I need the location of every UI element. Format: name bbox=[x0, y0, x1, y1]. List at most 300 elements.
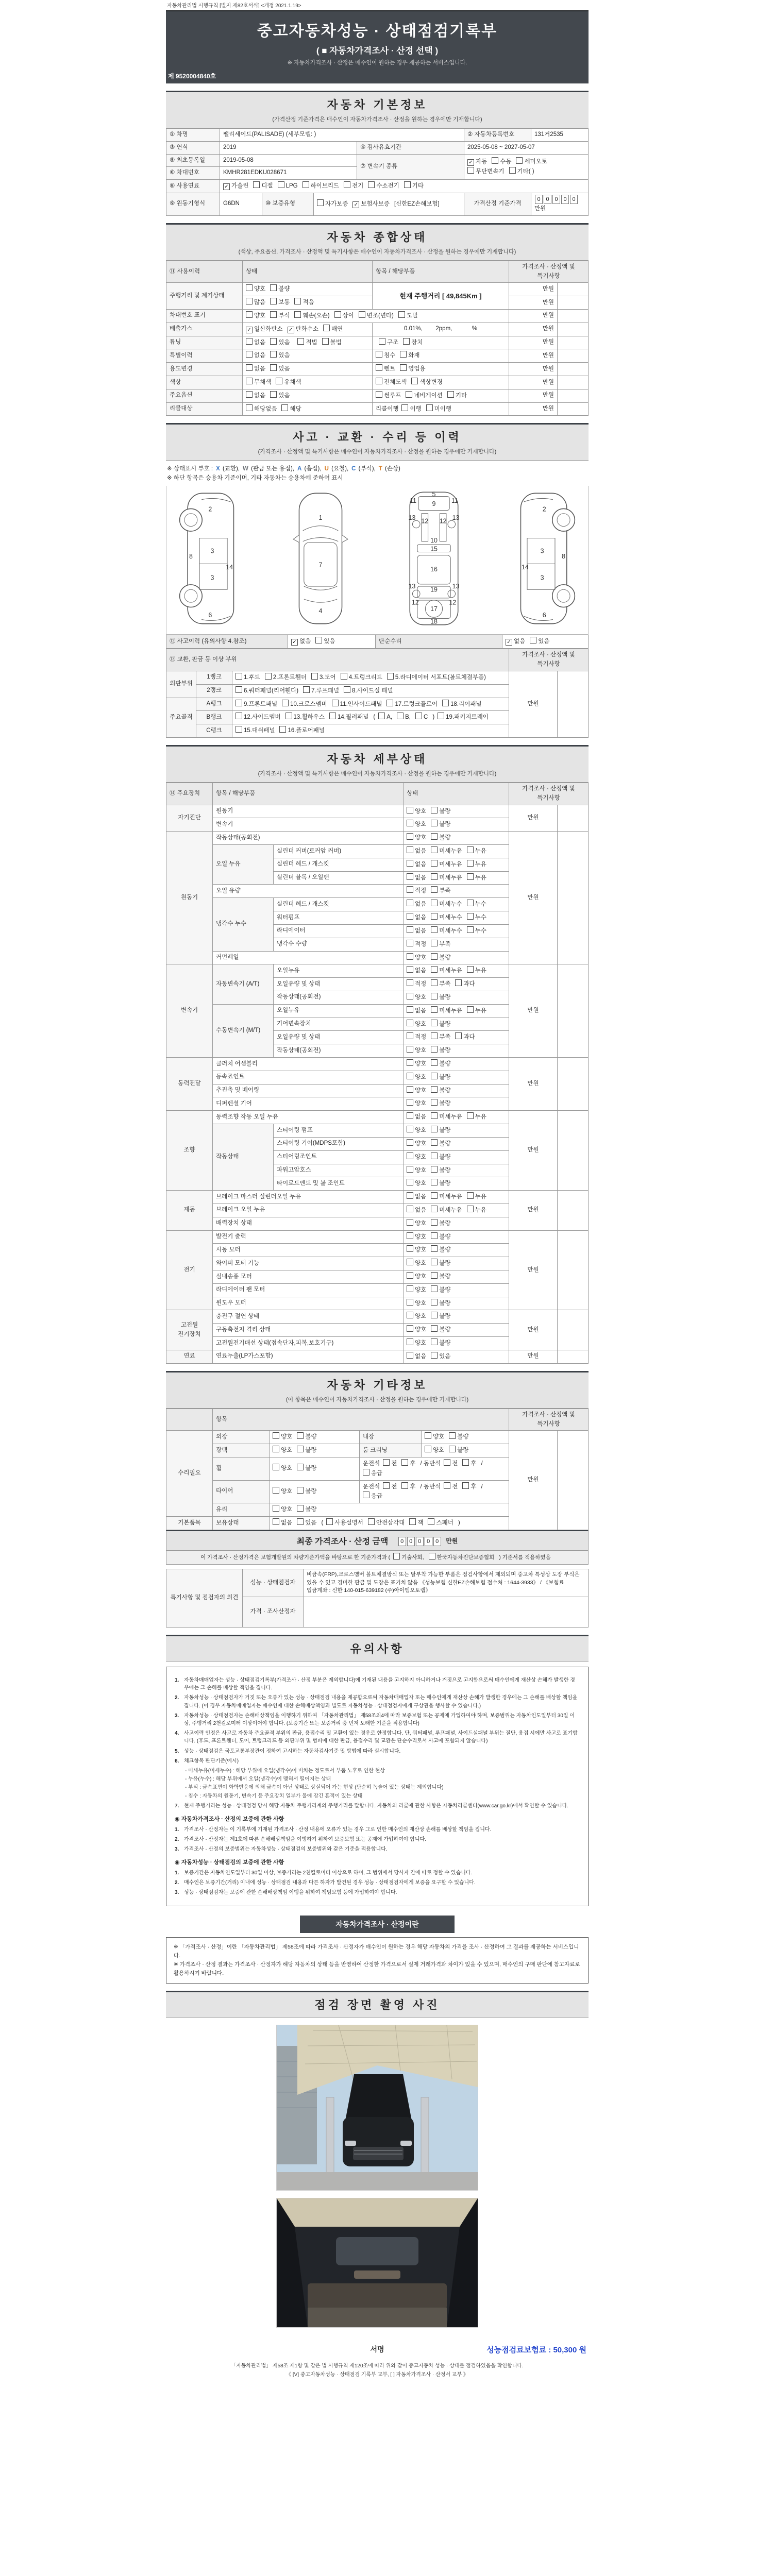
checkbox-도말[interactable] bbox=[398, 311, 418, 321]
checkbox-없음[interactable] bbox=[407, 846, 426, 856]
checkbox-무채색[interactable] bbox=[246, 378, 271, 387]
empty-checkbox-icon bbox=[407, 1073, 413, 1079]
checkbox-불량[interactable] bbox=[431, 953, 450, 963]
checkbox-양호[interactable] bbox=[246, 284, 265, 294]
checkbox-불량[interactable] bbox=[431, 1099, 450, 1109]
checkbox-불량[interactable] bbox=[431, 1179, 450, 1189]
checkbox-미세누수[interactable] bbox=[431, 900, 462, 909]
checkbox-기술사회,[interactable] bbox=[393, 1553, 424, 1561]
checkbox-없음[interactable] bbox=[407, 1112, 426, 1122]
checkbox-적정[interactable] bbox=[407, 1032, 426, 1042]
car-diagram-right-side bbox=[500, 489, 583, 628]
panel-rank-table bbox=[166, 649, 589, 738]
checkbox-없음[interactable] bbox=[273, 1518, 292, 1528]
empty-checkbox-icon bbox=[431, 926, 438, 933]
checkbox-적정[interactable] bbox=[407, 940, 426, 950]
rank-1: 1랭크 bbox=[196, 671, 232, 684]
checkbox-17.트렁크플로어[interactable] bbox=[386, 700, 438, 709]
checkbox-적법[interactable] bbox=[297, 338, 317, 348]
cell: 만원 bbox=[509, 1191, 557, 1230]
cell bbox=[557, 1310, 588, 1350]
panel-number-13: 13 bbox=[452, 583, 460, 590]
checkbox-양호[interactable] bbox=[407, 1325, 426, 1335]
checkbox-구조[interactable] bbox=[379, 338, 398, 348]
cell bbox=[232, 684, 509, 698]
checkbox-양호[interactable] bbox=[407, 820, 426, 829]
checkbox-없음[interactable] bbox=[407, 913, 426, 923]
checkbox-없음[interactable] bbox=[246, 351, 265, 361]
checkbox-불량[interactable] bbox=[449, 1432, 468, 1442]
checkbox-없음[interactable] bbox=[407, 1206, 426, 1215]
checkbox-15.대쉬패널[interactable] bbox=[236, 726, 275, 736]
checkbox-양호[interactable] bbox=[425, 1432, 444, 1442]
cell bbox=[270, 1444, 360, 1458]
checkbox-불량[interactable] bbox=[431, 1126, 450, 1136]
checkbox-적정[interactable] bbox=[407, 886, 426, 896]
checkbox-양호[interactable] bbox=[273, 1464, 292, 1473]
checkbox-있음[interactable] bbox=[270, 338, 290, 348]
checkbox-누유[interactable] bbox=[467, 846, 486, 856]
checkbox-불량[interactable] bbox=[431, 993, 450, 1003]
checkbox-불량[interactable] bbox=[431, 1046, 450, 1056]
checkbox-누유[interactable] bbox=[467, 1206, 486, 1215]
checkbox-없음[interactable] bbox=[407, 1192, 426, 1202]
checkbox-양호[interactable] bbox=[273, 1487, 292, 1497]
checkbox-불량[interactable] bbox=[297, 1505, 316, 1515]
signature-row bbox=[166, 2344, 589, 2362]
checkbox-침수[interactable] bbox=[376, 351, 395, 361]
checkbox-불량[interactable] bbox=[297, 1446, 316, 1455]
checkbox-과다[interactable] bbox=[455, 979, 475, 989]
checkbox-양호[interactable] bbox=[407, 1086, 426, 1096]
checkbox-기타[interactable] bbox=[404, 181, 424, 191]
checkbox-불량[interactable] bbox=[431, 1059, 450, 1069]
checkbox-과다[interactable] bbox=[455, 1032, 475, 1042]
checkbox-양호[interactable] bbox=[407, 1139, 426, 1149]
checked-checkbox-icon: ✓ bbox=[291, 639, 298, 646]
checkbox-미세누수[interactable] bbox=[431, 926, 462, 936]
checkbox-누유[interactable] bbox=[467, 1192, 486, 1202]
checkbox-양호[interactable] bbox=[407, 1232, 426, 1242]
checkbox-디젤[interactable] bbox=[253, 181, 273, 191]
checkbox-label: 18.리어패널 bbox=[450, 701, 482, 707]
section-photos bbox=[166, 1991, 589, 2018]
checkbox-양호[interactable] bbox=[407, 1312, 426, 1321]
checkbox-label: 3.도어 bbox=[319, 674, 336, 681]
checkbox-미세누수[interactable] bbox=[431, 913, 462, 923]
notice-item-number: 1. bbox=[175, 1677, 179, 1684]
checkbox-B,[interactable] bbox=[397, 713, 411, 722]
checkbox-label: 과다 bbox=[463, 1034, 475, 1041]
row-options: 주요옵션 bbox=[166, 389, 243, 402]
checkbox-불량[interactable] bbox=[431, 1139, 450, 1149]
checkbox-탄화수소[interactable] bbox=[288, 325, 318, 334]
checkbox-양호[interactable] bbox=[407, 953, 426, 963]
checkbox-네비게이션[interactable] bbox=[406, 391, 443, 401]
checkbox-7.루프패널[interactable] bbox=[303, 686, 339, 696]
checkbox-자가보증[interactable] bbox=[317, 199, 348, 209]
checkbox-색상변경[interactable] bbox=[411, 378, 442, 387]
checkbox-13.휠하우스[interactable] bbox=[285, 713, 325, 722]
checkbox-보험사보증[interactable] bbox=[352, 200, 390, 209]
checkbox-없음[interactable] bbox=[407, 873, 426, 883]
checkbox-양호[interactable] bbox=[407, 1059, 426, 1069]
checkbox-불량[interactable] bbox=[431, 1338, 450, 1348]
checkbox-label: 없음 bbox=[415, 914, 427, 921]
cell: 디퍼렌셜 기어 bbox=[213, 1097, 404, 1111]
checkbox-썬루프[interactable] bbox=[376, 391, 401, 401]
checkbox-미이행[interactable] bbox=[426, 404, 451, 414]
checkbox-LPG[interactable] bbox=[278, 181, 298, 191]
checkbox-적정[interactable] bbox=[407, 979, 426, 989]
checkbox-후[interactable] bbox=[462, 1482, 476, 1492]
checkbox-미세누유[interactable] bbox=[431, 966, 462, 976]
empty-checkbox-icon bbox=[407, 900, 413, 906]
checkbox-A,[interactable] bbox=[378, 713, 392, 722]
checkbox-18.리어패널[interactable] bbox=[442, 700, 481, 709]
checkbox-불량[interactable] bbox=[431, 820, 450, 829]
checkbox-양호[interactable] bbox=[407, 1126, 426, 1136]
checkbox-양호[interactable] bbox=[407, 1166, 426, 1176]
checkbox-label: 미세누수 bbox=[439, 927, 462, 934]
checkbox-6.쿼터패널(리어휀다)[interactable] bbox=[236, 686, 298, 696]
cell bbox=[404, 991, 509, 1004]
checkbox-불량[interactable] bbox=[431, 1166, 450, 1176]
checkbox-label: 부족 bbox=[439, 941, 451, 947]
checkbox-8.사이드실 패널[interactable] bbox=[344, 686, 393, 696]
checkbox-16.플로어패널[interactable] bbox=[279, 726, 325, 736]
empty-checkbox-icon bbox=[407, 1272, 413, 1279]
empty-checkbox-icon bbox=[431, 1086, 438, 1093]
inline-text: 이 가격조사 · 산정가격은 보험개발원의 차량기준가액을 바탕으로 한 기준가격과 ( bbox=[200, 1554, 391, 1561]
checkbox-한국자동차진단보증협회[interactable] bbox=[429, 1553, 495, 1561]
checkbox-없음[interactable] bbox=[407, 900, 426, 909]
signature-label[interactable]: 서명 bbox=[370, 2345, 384, 2353]
checkbox-훼손(오손)[interactable] bbox=[294, 311, 329, 321]
checkbox-9.프론트패널[interactable] bbox=[236, 700, 277, 709]
checkbox-양호[interactable] bbox=[246, 311, 265, 321]
empty-checkbox-icon bbox=[467, 1112, 474, 1119]
checkbox-미세누유[interactable] bbox=[431, 1112, 462, 1122]
checkbox-label: 불량 bbox=[439, 1140, 451, 1147]
checkbox-해당없음[interactable] bbox=[246, 404, 277, 414]
cell: 윈도우 모터 bbox=[213, 1297, 404, 1310]
checkbox-후[interactable] bbox=[462, 1459, 476, 1469]
checkbox-있음[interactable] bbox=[315, 637, 335, 647]
checkbox-전[interactable] bbox=[444, 1459, 458, 1469]
checkbox-5.라디에이터 서포트(볼트체결부품)[interactable] bbox=[387, 673, 486, 683]
checkbox-양호[interactable] bbox=[407, 1338, 426, 1348]
checkbox-양호[interactable] bbox=[407, 1046, 426, 1056]
checkbox-불량[interactable] bbox=[297, 1487, 316, 1497]
checkbox-label: 있음 bbox=[278, 352, 290, 359]
checkbox-미세누유[interactable] bbox=[431, 873, 462, 883]
cell bbox=[243, 349, 373, 363]
empty-checkbox-icon bbox=[431, 940, 438, 946]
checkbox-누수[interactable] bbox=[467, 926, 486, 936]
checkbox-누유[interactable] bbox=[467, 860, 486, 870]
checkbox-무단변속기[interactable] bbox=[467, 167, 505, 177]
checkbox-누유[interactable] bbox=[467, 1006, 486, 1016]
checkbox-영업용[interactable] bbox=[400, 364, 425, 374]
cell bbox=[404, 1004, 509, 1018]
checkbox-양호[interactable] bbox=[407, 807, 426, 817]
checkbox-불량[interactable] bbox=[431, 1285, 450, 1295]
label-accident-history: ⑫ 사고이력 (유의사항 4.참조) bbox=[166, 635, 288, 649]
checkbox-일산화탄소[interactable] bbox=[246, 325, 283, 334]
checkbox-양호[interactable] bbox=[407, 1153, 426, 1162]
table-row bbox=[166, 323, 589, 336]
checkbox-label: 전기 bbox=[352, 183, 364, 190]
checkbox-없음[interactable] bbox=[291, 637, 311, 647]
empty-checkbox-icon bbox=[431, 1179, 438, 1185]
checkbox-있음[interactable] bbox=[530, 637, 549, 647]
checkbox-양호[interactable] bbox=[273, 1446, 292, 1455]
checkbox-불량[interactable] bbox=[431, 1325, 450, 1335]
checkbox-불량[interactable] bbox=[431, 1299, 450, 1309]
checkbox-불량[interactable] bbox=[431, 1232, 450, 1242]
checkbox-후[interactable] bbox=[401, 1459, 415, 1469]
checkbox-없음[interactable] bbox=[407, 860, 426, 870]
checkbox-변조(변타)[interactable] bbox=[359, 311, 394, 321]
checkbox-장치[interactable] bbox=[403, 338, 423, 348]
checkbox-label: 9.프론트패널 bbox=[244, 701, 278, 707]
checkbox-없음[interactable] bbox=[407, 1006, 426, 1016]
document-title: 중고자동차성능 · 상태점검기록부 bbox=[257, 23, 498, 40]
checkbox-불량[interactable] bbox=[431, 1219, 450, 1229]
checkbox-세미오토[interactable] bbox=[516, 157, 547, 167]
checkbox-불량[interactable] bbox=[431, 1259, 450, 1268]
checkbox-부식[interactable] bbox=[270, 311, 290, 321]
checkbox-사용설명서[interactable] bbox=[326, 1518, 363, 1528]
label-reg-no: ② 자동차등록번호 bbox=[464, 129, 531, 142]
checkbox-매연[interactable] bbox=[323, 325, 343, 334]
checkbox-많음[interactable] bbox=[246, 298, 265, 308]
checkbox-양호[interactable] bbox=[407, 1272, 426, 1282]
checkbox-있음[interactable] bbox=[270, 351, 290, 361]
col-price-note: 가격조사 · 산정액 및 특기사항 bbox=[509, 783, 588, 805]
checkbox-하이브리드[interactable] bbox=[303, 181, 340, 191]
checkbox-양호[interactable] bbox=[273, 1505, 292, 1515]
checkbox-잭[interactable] bbox=[409, 1518, 423, 1528]
checkbox-있음[interactable] bbox=[270, 364, 290, 374]
checkbox-불량[interactable] bbox=[431, 1073, 450, 1082]
checkbox-없음[interactable] bbox=[407, 1352, 426, 1362]
checkbox-label: 누유 bbox=[475, 1207, 486, 1213]
empty-checkbox-icon bbox=[407, 846, 413, 853]
empty-checkbox-icon bbox=[303, 181, 309, 188]
checkbox-유채색[interactable] bbox=[276, 378, 301, 387]
checkbox-적음[interactable] bbox=[294, 298, 314, 308]
checkbox-미세누유[interactable] bbox=[431, 1006, 462, 1016]
digit-box: 0 bbox=[570, 195, 578, 204]
checkbox-양호[interactable] bbox=[407, 1245, 426, 1255]
cell bbox=[557, 1230, 588, 1310]
checkbox-전체도색[interactable] bbox=[376, 378, 407, 387]
empty-checkbox-icon bbox=[407, 1139, 413, 1146]
checkbox-이행[interactable] bbox=[401, 404, 421, 414]
cell bbox=[404, 938, 509, 951]
checkbox-양호[interactable] bbox=[425, 1446, 444, 1455]
checkbox-수동[interactable] bbox=[492, 157, 511, 167]
checkbox-없음[interactable] bbox=[246, 391, 265, 401]
checkbox-자동[interactable] bbox=[467, 158, 487, 167]
checkbox-상이[interactable] bbox=[334, 311, 354, 321]
empty-checkbox-icon bbox=[297, 1487, 304, 1494]
checkbox-스패너[interactable] bbox=[428, 1518, 453, 1528]
checkbox-전[interactable] bbox=[383, 1482, 397, 1492]
cell: 라디에이터 팬 모터 bbox=[213, 1283, 404, 1297]
checkbox-양호[interactable] bbox=[407, 1299, 426, 1309]
checkbox-응급[interactable] bbox=[363, 1492, 382, 1501]
checkbox-label: 불량 bbox=[439, 1327, 451, 1333]
checkbox-4.트렁크리드[interactable] bbox=[341, 673, 382, 683]
checkbox-양호[interactable] bbox=[407, 1285, 426, 1295]
legend-prefix: ※ 상태표시 부호 : bbox=[167, 466, 213, 472]
checkbox-미세누유[interactable] bbox=[431, 846, 462, 856]
checkbox-불량[interactable] bbox=[431, 833, 450, 843]
checkbox-없음[interactable] bbox=[246, 364, 265, 374]
checkbox-label: 있음 bbox=[278, 392, 290, 399]
checkbox-양호[interactable] bbox=[407, 833, 426, 843]
checkbox-양호[interactable] bbox=[407, 1073, 426, 1082]
checkbox-11.인사이드패널[interactable] bbox=[332, 700, 382, 709]
checkbox-C[interactable] bbox=[415, 713, 428, 722]
checkbox-없음[interactable] bbox=[407, 966, 426, 976]
checkbox-불량[interactable] bbox=[297, 1432, 316, 1442]
checkbox-없음[interactable] bbox=[407, 926, 426, 936]
checkbox-누유[interactable] bbox=[467, 966, 486, 976]
checkbox-3.도어[interactable] bbox=[311, 673, 336, 683]
checkbox-label: 양호 bbox=[415, 1247, 427, 1253]
cell bbox=[373, 376, 509, 389]
digit-box: 0 bbox=[407, 1537, 415, 1546]
checkbox-있음[interactable] bbox=[270, 391, 290, 401]
checkbox-안전삼각대[interactable] bbox=[368, 1518, 405, 1528]
checkbox-불량[interactable] bbox=[431, 1245, 450, 1255]
inline-text: / bbox=[481, 1483, 483, 1490]
cell bbox=[243, 376, 373, 389]
checkbox-불량[interactable] bbox=[431, 1153, 450, 1162]
notice-item-text: 체크항목 판단기준(예시) bbox=[184, 1758, 239, 1764]
pricing-info-line: ※ 가격조사 · 산정 결과는 가격조사 · 산정자가 해당 자동차의 상태 등을 반영하여 산정한 가격으로서 실제 거래가격과 차이가 있을 수 있으며, 매수인의 구매 판단에 참고자료로 활용하시기 바랍니다. bbox=[174, 1961, 580, 1976]
checkbox-불량[interactable] bbox=[431, 1086, 450, 1096]
checkbox-부족[interactable] bbox=[431, 979, 450, 989]
checkbox-부족[interactable] bbox=[431, 886, 450, 896]
checkbox-보통[interactable] bbox=[270, 298, 290, 308]
cell bbox=[243, 363, 373, 376]
checkbox-label: 있음 bbox=[278, 339, 290, 346]
checkbox-불량[interactable] bbox=[297, 1464, 316, 1473]
checkbox-양호[interactable] bbox=[407, 1259, 426, 1268]
checkbox-양호[interactable] bbox=[407, 1099, 426, 1109]
checkbox-1.후드[interactable] bbox=[236, 673, 260, 683]
checkbox-label: 가솔린 bbox=[231, 183, 249, 190]
checkbox-부족[interactable] bbox=[431, 940, 450, 950]
checkbox-불량[interactable] bbox=[431, 1020, 450, 1029]
checkbox-수소전기[interactable] bbox=[368, 181, 399, 191]
checkbox-14.필러패널[interactable] bbox=[329, 713, 368, 722]
status-code-C: C bbox=[351, 466, 356, 472]
checkbox-기타[interactable] bbox=[447, 391, 467, 401]
table-row bbox=[166, 1111, 589, 1124]
section-notice bbox=[166, 1635, 589, 1662]
checkbox-label: 누유 bbox=[475, 968, 486, 974]
checkbox-label: 탄화수소 bbox=[295, 326, 318, 332]
checkbox-불량[interactable] bbox=[431, 1312, 450, 1321]
checkbox-12.사이드멤버[interactable] bbox=[236, 713, 281, 722]
checkbox-label: 없음 bbox=[254, 352, 266, 359]
checkbox-label: 불량 bbox=[439, 954, 451, 961]
checkbox-누유[interactable] bbox=[467, 1112, 486, 1122]
checkbox-기타( )[interactable] bbox=[509, 167, 534, 177]
checkbox-19.패키지트레이[interactable] bbox=[438, 713, 489, 722]
checkbox-응급[interactable] bbox=[363, 1469, 382, 1479]
checkbox-label: 미세누유 bbox=[439, 861, 462, 868]
checkbox-label: 없음 bbox=[415, 861, 427, 868]
checkbox-불량[interactable] bbox=[431, 807, 450, 817]
checkbox-화재[interactable] bbox=[400, 351, 419, 361]
checkbox-없음[interactable] bbox=[246, 338, 265, 348]
checkbox-label: 불량 bbox=[439, 808, 451, 815]
checkbox-label: 불량 bbox=[305, 1434, 317, 1440]
checkbox-양호[interactable] bbox=[407, 1219, 426, 1229]
checkbox-후[interactable] bbox=[401, 1482, 415, 1492]
checked-checkbox-icon: ✓ bbox=[246, 327, 253, 333]
checkbox-양호[interactable] bbox=[407, 1020, 426, 1029]
checkbox-가솔린[interactable] bbox=[223, 182, 248, 191]
checkbox-label: 양호 bbox=[415, 1167, 427, 1174]
empty-checkbox-icon bbox=[407, 993, 413, 999]
checkbox-미세누유[interactable] bbox=[431, 860, 462, 870]
checkbox-불량[interactable] bbox=[449, 1446, 468, 1455]
empty-checkbox-icon bbox=[270, 391, 277, 398]
checkbox-누유[interactable] bbox=[467, 873, 486, 883]
checkbox-양호[interactable] bbox=[273, 1432, 292, 1442]
checkbox-누수[interactable] bbox=[467, 900, 486, 909]
checkbox-미세누유[interactable] bbox=[431, 1206, 462, 1215]
checkbox-해당[interactable] bbox=[281, 404, 301, 414]
checkbox-없음[interactable] bbox=[506, 637, 525, 647]
checkbox-누수[interactable] bbox=[467, 913, 486, 923]
checkbox-불량[interactable] bbox=[270, 284, 290, 294]
cell bbox=[270, 1431, 360, 1444]
checkbox-불량[interactable] bbox=[431, 1272, 450, 1282]
checkbox-렌트[interactable] bbox=[376, 364, 395, 374]
checkbox-있음[interactable] bbox=[297, 1518, 316, 1528]
checkbox-양호[interactable] bbox=[407, 1179, 426, 1189]
checkbox-부족[interactable] bbox=[431, 1032, 450, 1042]
table-row bbox=[166, 783, 589, 805]
checkbox-있음[interactable] bbox=[431, 1352, 450, 1362]
checkbox-전[interactable] bbox=[383, 1459, 397, 1469]
checkbox-2.프론트휀더[interactable] bbox=[265, 673, 307, 683]
group-main-frame: 주요골격 bbox=[166, 698, 196, 737]
checkbox-불법[interactable] bbox=[322, 338, 342, 348]
empty-checkbox-icon bbox=[447, 391, 454, 398]
checkbox-양호[interactable] bbox=[407, 993, 426, 1003]
checkbox-label: 양호 bbox=[415, 1154, 427, 1160]
notice-item-text: 사고이력 인정은 사고로 자동차 주요골격 부위의 판금, 용접수리 및 교환이 있는 경우로 한정합니다. 단, 쿼터패널, 루프패널, 사이드실패널 부위는 절단, 용접 시에만 사고로 표기합니다. (후드, 프론트휀더, 도어, 트렁크리드 등 외판부위 및 범퍼에 대한 판금, 용접수리 및 교환은 단순수리로서 사고에 포함되지 않습니다) bbox=[184, 1731, 578, 1744]
empty-checkbox-icon bbox=[431, 1059, 438, 1066]
empty-checkbox-icon bbox=[411, 378, 418, 384]
checkbox-10.크로스멤버[interactable] bbox=[282, 700, 327, 709]
empty-checkbox-icon bbox=[438, 713, 444, 719]
checkbox-label: 불량 bbox=[439, 835, 451, 841]
checkbox-전기[interactable] bbox=[344, 181, 363, 191]
checkbox-전[interactable] bbox=[444, 1482, 458, 1492]
checkbox-미세누유[interactable] bbox=[431, 1192, 462, 1202]
